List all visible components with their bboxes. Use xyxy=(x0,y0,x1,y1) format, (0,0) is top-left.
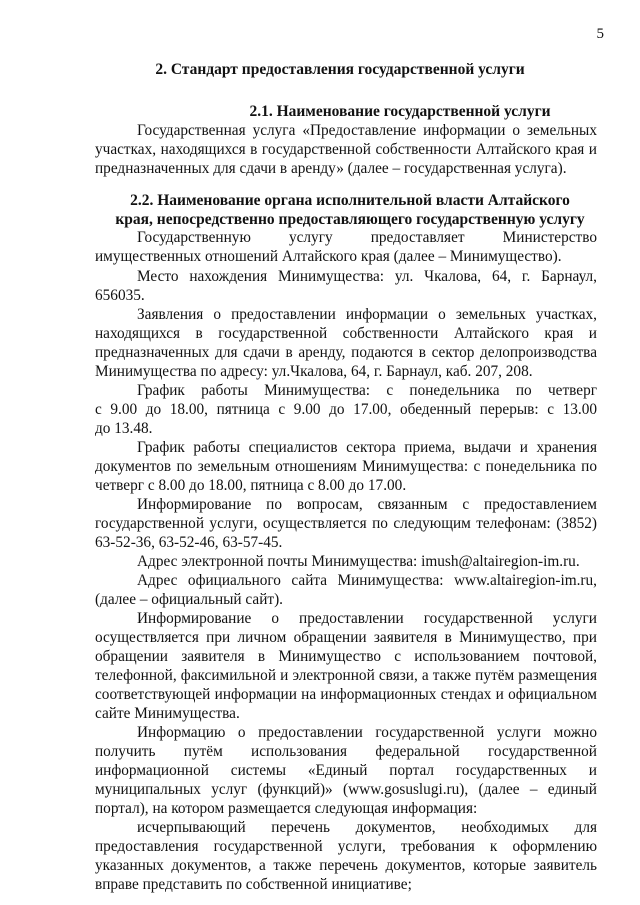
text-line: Информирование о предоставлении государственной услуги xyxy=(137,610,597,627)
text-line: четверг с 8.00 до 18.00, пятница с 8.00 до 17.00. xyxy=(95,477,407,494)
text-line: Место нахождения Минимущества: ул. Чкалова, 64, г. Барнаул, xyxy=(137,268,597,285)
text-line: График работы Минимущества: с понедельника по четверг xyxy=(137,382,597,399)
text-line: (далее – официальный сайт). xyxy=(95,591,283,608)
text-line: государственной услуги, осуществляется по следующим телефонам: (3852) xyxy=(95,515,597,532)
page-number: 5 xyxy=(596,26,604,42)
section-title: 2. Стандарт предоставления государственной услуги xyxy=(155,61,525,78)
text-line: вправе представить по собственной инициативе; xyxy=(95,876,412,893)
text-line: Информирование по вопросам, связанным с предоставлением xyxy=(137,496,597,513)
text-line: сайте Минимущества. xyxy=(95,705,240,722)
text-line: соответствующей информации на информационных стендах и официальном xyxy=(95,686,597,703)
text-line: График работы специалистов сектора приема, выдачи и хранения xyxy=(137,439,597,456)
text-line: Информацию о предоставлении государственной услуги можно xyxy=(137,724,597,741)
subsection-1-title: 2.1. Наименование государственной услуги xyxy=(249,103,551,120)
text-line: 656035. xyxy=(95,287,145,304)
text-line: предназначенных для сдачи в аренду» (далее – государственная услуга). xyxy=(95,160,567,177)
text-line: предназначенных для сдачи в аренду, подаются в сектор делопроизводства xyxy=(95,344,597,361)
text-line: информационной системы «Единый портал государственных и xyxy=(95,762,597,779)
text-line: предоставления государственной услуги, требования к оформлению xyxy=(95,838,597,855)
text-line: обращении заявителя в Минимущество с использованием почтовой, xyxy=(95,648,597,665)
text-line: имущественных отношений Алтайского края (далее – Минимущество). xyxy=(95,248,562,265)
subsection-2-title-line-2: края, непосредственно предоставляющего государственную услугу xyxy=(115,211,585,228)
text-line: 63-52-36, 63-52-46, 63-57-45. xyxy=(95,534,283,551)
text-line: находящихся в государственной собственности Алтайского края и xyxy=(95,325,597,342)
text-line: исчерпывающий перечень документов, необходимых для xyxy=(137,819,597,836)
text-line: портал), на котором размещается следующая информация: xyxy=(95,800,478,817)
text-line: муниципальных услуг (функций)» (www.gosuslugi.ru), (далее – единый xyxy=(95,781,597,798)
text-line: Адрес официального сайта Минимущества: www.altairegion-im.ru, xyxy=(137,572,597,589)
text-line: телефонной, факсимильной и электронной связи, а также путём размещения xyxy=(95,667,597,684)
text-line: Адрес электронной почты Минимущества: imush@altairegion-im.ru. xyxy=(137,553,580,570)
text-line: Минимущества по адресу: ул.Чкалова, 64, г. Барнаул, каб. 207, 208. xyxy=(95,363,533,380)
subsection-2-title-line-1: 2.2. Наименование органа исполнительной власти Алтайского xyxy=(130,192,570,209)
text-line: Заявления о предоставлении информации о земельных участках, xyxy=(137,306,597,323)
text-line: Государственная услуга «Предоставление информации о земельных xyxy=(137,122,597,139)
text-line: до 13.48. xyxy=(95,420,153,437)
text-line: документов по земельным отношениям Минимущества: с понедельника по xyxy=(95,458,597,475)
text-line: Государственную услугу предоставляет Министерство xyxy=(137,229,597,246)
text-line: указанных документов, а также перечень документов, которые заявитель xyxy=(95,857,597,874)
text-line: с 9.00 до 18.00, пятница с 9.00 до 17.00, обеденный перерыв: с 13.00 xyxy=(95,401,597,418)
text-line: осуществляется при личном обращении заявителя в Минимущество, при xyxy=(95,629,597,646)
text-line: участках, находящихся в государственной собственности Алтайского края и xyxy=(95,141,597,158)
text-line: получить путём использования федеральной государственной xyxy=(95,743,597,760)
